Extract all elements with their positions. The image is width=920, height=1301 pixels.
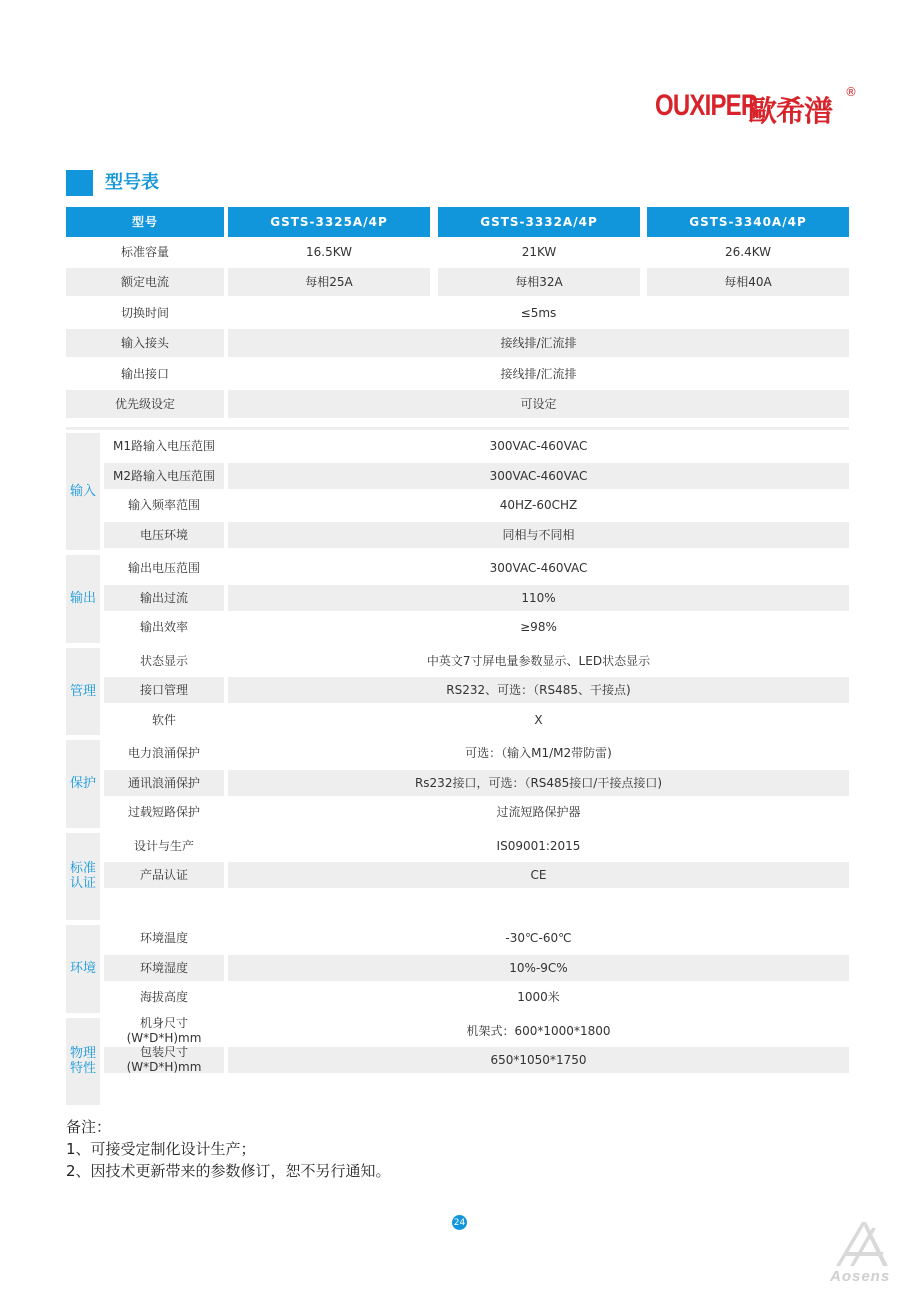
row-label: 环境温度	[104, 925, 224, 951]
row-label: 输入频率范围	[104, 492, 224, 518]
row-value: 40HZ-60CHZ	[228, 492, 849, 518]
header-model-cell: GSTS-3340A/4P	[647, 207, 849, 237]
row-label: 额定电流	[66, 268, 224, 296]
notes	[66, 1116, 391, 1182]
group-label	[66, 833, 100, 921]
row-value: 10%-9C%	[228, 955, 849, 981]
row-value: 300VAC-460VAC	[228, 555, 849, 581]
row-value: 21KW	[438, 238, 640, 266]
row-label: 电压环境	[104, 522, 224, 548]
row-label: 输入接头	[66, 329, 224, 357]
row-value	[228, 892, 849, 918]
row-value: 300VAC-460VAC	[228, 433, 849, 459]
row-value: Rs232接口，可选：（RS485接口/干接点接口)	[228, 770, 849, 796]
row-value: ≥98%	[228, 614, 849, 640]
group-label	[66, 740, 100, 828]
group-label-line: 环境	[69, 961, 96, 977]
row-label: 输出电压范围	[104, 555, 224, 581]
row-value: 同相与不同相	[228, 522, 849, 548]
row-label: 状态显示	[104, 648, 224, 674]
group-label	[66, 1018, 100, 1106]
group-label	[66, 925, 100, 1013]
row-value: CE	[228, 862, 849, 888]
row-value: 可选：（输入M1/M2带防雷)	[228, 740, 849, 766]
row-label	[104, 892, 224, 918]
row-value: ≤5ms	[228, 299, 849, 327]
row-value: 650*1050*1750	[228, 1047, 849, 1073]
note-item: 1、可接受定制化设计生产；	[66, 1140, 256, 1158]
page-number: 24	[452, 1215, 467, 1230]
header-model-cell: GSTS-3332A/4P	[438, 207, 640, 237]
row-value: 每相40A	[647, 268, 849, 296]
registered-mark: ®	[845, 85, 857, 99]
row-label: 软件	[104, 707, 224, 733]
row-label: 产品认证	[104, 862, 224, 888]
row-label: 包装尺寸(W*D*H)mm	[104, 1047, 224, 1073]
row-label: 切换时间	[66, 299, 224, 327]
row-label: 标准容量	[66, 238, 224, 266]
group-label-line: 物理	[69, 1046, 96, 1062]
row-value: 16.5KW	[228, 238, 430, 266]
row-value: RS232、可选：（RS485、干接点)	[228, 677, 849, 703]
group-label	[66, 433, 100, 550]
watermark	[826, 1218, 906, 1288]
row-label: 通讯浪涌保护	[104, 770, 224, 796]
watermark-text: Aosens	[830, 1268, 891, 1285]
row-value: 110%	[228, 585, 849, 611]
row-value: 每相32A	[438, 268, 640, 296]
row-label: 电力浪涌保护	[104, 740, 224, 766]
group-label-line: 标准	[69, 861, 96, 877]
row-value: 可设定	[228, 390, 849, 418]
row-value: 每相25A	[228, 268, 430, 296]
section-marker	[66, 170, 93, 196]
row-value: X	[228, 707, 849, 733]
group-label-line: 输入	[69, 484, 96, 499]
row-value: 300VAC-460VAC	[228, 463, 849, 489]
row-label: 海拔高度	[104, 984, 224, 1010]
row-value: IS09001:2015	[228, 833, 849, 859]
row-value: 机架式：600*1000*1800	[228, 1018, 849, 1044]
group-label	[66, 648, 100, 736]
group-label	[66, 555, 100, 643]
group-label-line: 认证	[69, 876, 96, 892]
group-label-line: 特性	[69, 1061, 96, 1077]
row-label	[104, 1077, 224, 1103]
row-label: 输出接口	[66, 360, 224, 388]
notes-title: 备注：	[66, 1118, 112, 1136]
row-value: 接线排/汇流排	[228, 329, 849, 357]
brand-latin: OUXIPER	[655, 89, 758, 122]
row-label: 接口管理	[104, 677, 224, 703]
row-value: 接线排/汇流排	[228, 360, 849, 388]
note-item: 2、因技术更新带来的参数修订，恕不另行通知。	[66, 1162, 391, 1180]
brand-cjk: 歐希潽	[748, 94, 833, 128]
row-value: 过流短路保护器	[228, 799, 849, 825]
row-label: 机身尺寸(W*D*H)mm	[104, 1018, 224, 1044]
group-label-line: 管理	[69, 683, 96, 699]
row-label: 环境湿度	[104, 955, 224, 981]
brand-logo	[655, 85, 855, 127]
row-value: 26.4KW	[647, 238, 849, 266]
watermark-logo-icon	[826, 1218, 906, 1268]
row-value: 1000米	[228, 984, 849, 1010]
group-label-line: 输出	[69, 591, 96, 607]
row-label: 优先级设定	[66, 390, 224, 418]
row-label: 设计与生产	[104, 833, 224, 859]
row-label: M1路输入电压范围	[104, 433, 224, 459]
section-title: 型号表	[105, 172, 159, 193]
row-label: 输出过流	[104, 585, 224, 611]
header-model-cell: GSTS-3325A/4P	[228, 207, 430, 237]
row-value: -30℃-60℃	[228, 925, 849, 951]
row-value	[228, 1077, 849, 1103]
row-label: 输出效率	[104, 614, 224, 640]
header-label-cell: 型号	[66, 207, 224, 237]
row-label: M2路输入电压范围	[104, 463, 224, 489]
group-label-line: 保护	[69, 776, 96, 792]
row-value: 中英文7寸屏电量参数显示、LED状态显示	[228, 648, 849, 674]
table-divider	[66, 427, 849, 430]
row-label: 过载短路保护	[104, 799, 224, 825]
